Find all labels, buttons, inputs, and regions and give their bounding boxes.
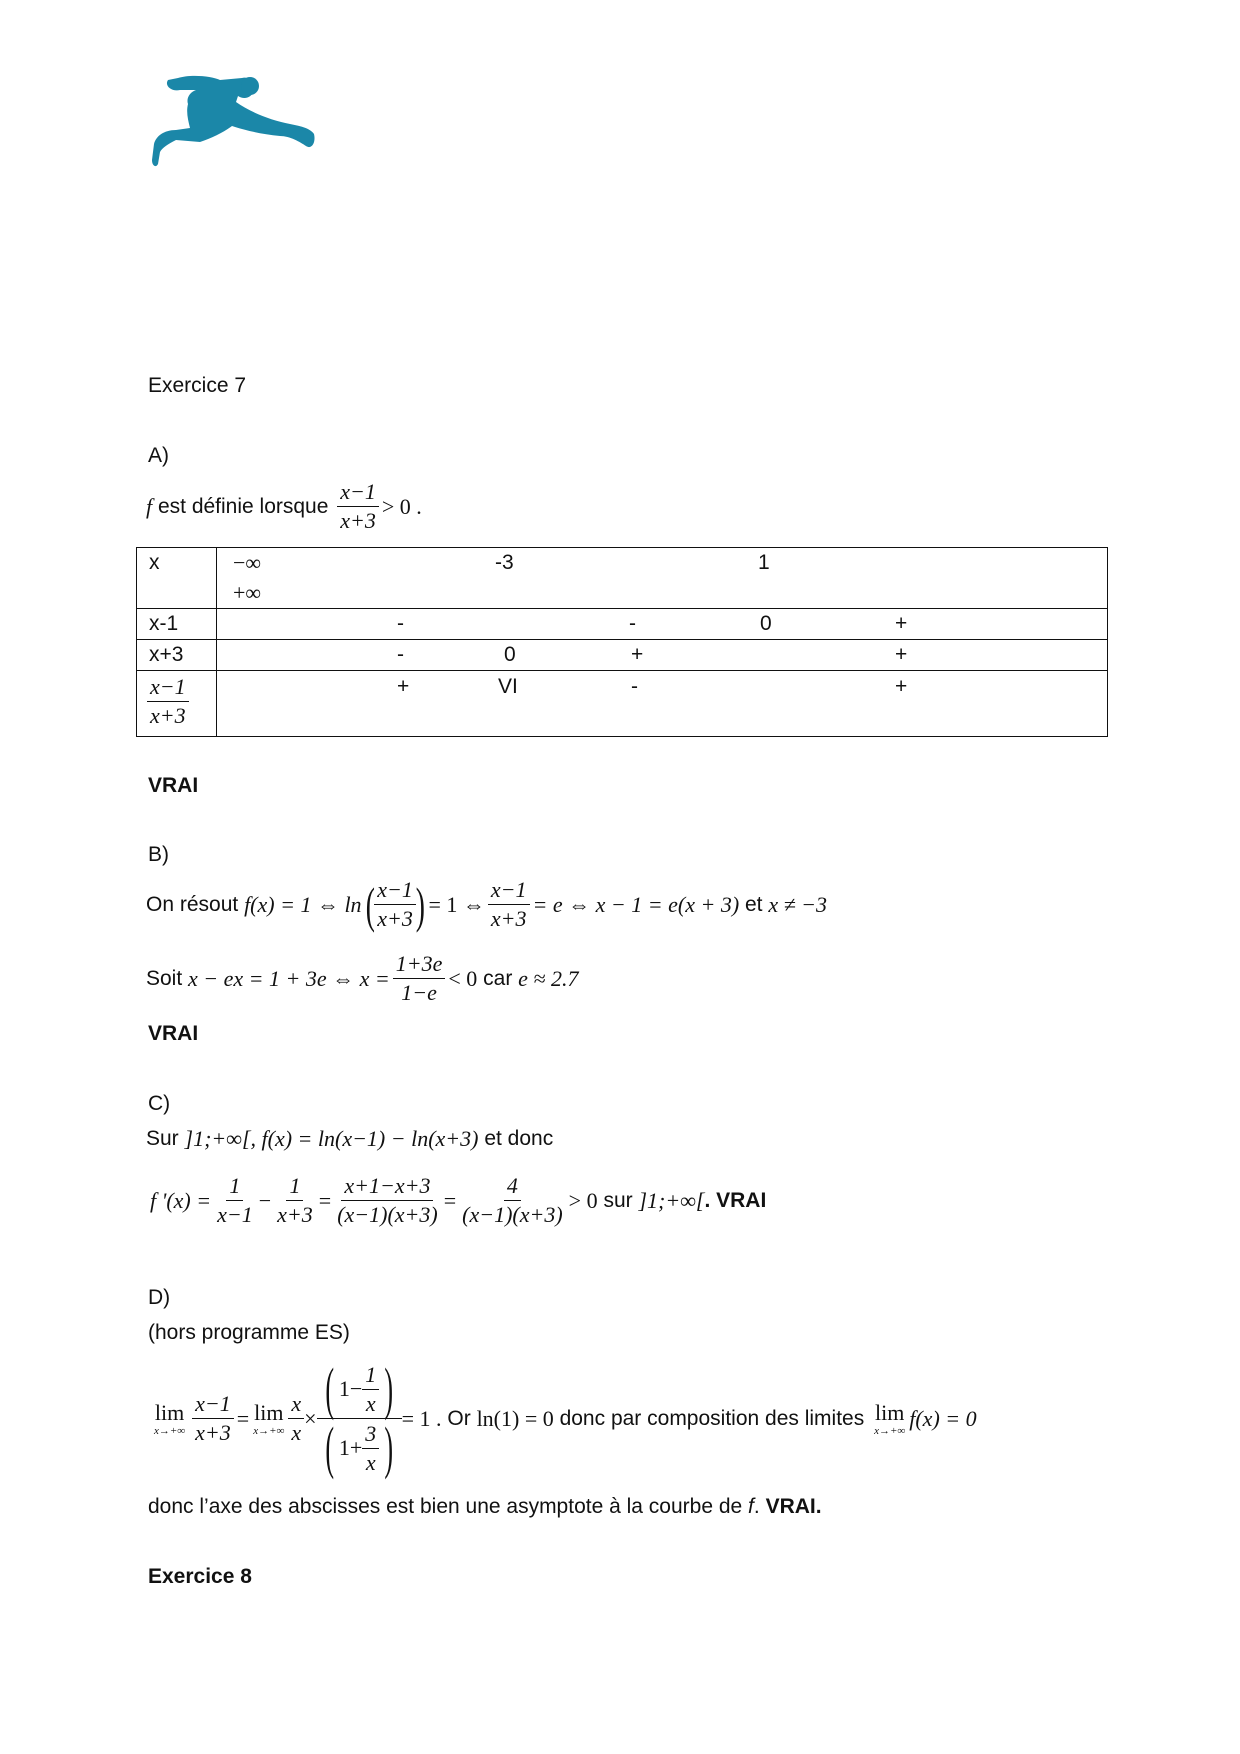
part-c-line2: f '(x) = $\frac{1}{x-1}$ − $\frac{1}{x+3}$ = $\frac{x+1-x+3}{(x-1)(x+3)}$ = $\frac{4}{(x-1)(x+3)}$ > 0 sur ]1;+∞[ . VRAI: [150, 1173, 767, 1227]
row-label: x-1: [149, 612, 179, 635]
sign-cell: -: [629, 612, 636, 635]
running-figure-logo: [150, 72, 320, 172]
part-d-label: D): [148, 1286, 171, 1309]
part-c-line1: Sur ]1;+∞[, f(x) = ln(x−1) − ln(x+3) et donc: [146, 1126, 554, 1151]
sign-cell: 0: [504, 643, 516, 666]
part-c-label: C): [148, 1092, 171, 1115]
part-b-line2: Soit x − ex = 1 + 3e ⇔ x = $\frac{1+3e}{1-e}$ < 0 car e ≈ 2.7: [146, 951, 579, 1005]
part-b-line1: On résout f(x) = 1 ⇔ ln ( x−1 x+3 ) = 1 ⇔ $\frac{x-1}{x+3}$ = e ⇔ x − 1 = e(x + 3) et x ≠ −3: [146, 876, 828, 933]
table-x-label: x: [149, 551, 160, 574]
part-d-line: lim x→+∞ $\frac{x-1}{x+3}$ = lim x→+∞ $\frac{x}{x}$ × ( 1− $\frac{1}{x}$ ) ( 1+ $\frac{3}{x}$ ) = 1 . Or ln(1) = 0 donc par composition des limites lim x→+∞ f(x) = 0: [154, 1356, 977, 1480]
sign-cell: VI: [498, 675, 518, 698]
sign-cell: +: [895, 643, 908, 666]
row-label-den: x+3: [150, 703, 186, 728]
next-exercise-title: Exercice 8: [148, 1565, 252, 1588]
part-d-conclusion: donc l’axe des abscisses est bien une asymptote à la courbe de f . VRAI.: [148, 1495, 822, 1518]
sign-cell: +: [397, 675, 410, 698]
sign-cell: 0: [760, 612, 772, 635]
part-a-condition: f est définie lorsque x−1 x+3 > 0 .: [146, 479, 422, 533]
part-a-verdict: VRAI: [148, 774, 199, 797]
row-label: x+3: [149, 643, 184, 666]
x-value: +∞: [233, 580, 262, 605]
sign-cell: +: [895, 675, 908, 698]
sign-cell: +: [631, 643, 644, 666]
part-a-label: A): [148, 444, 169, 467]
part-a-intro: est définie lorsque: [157, 494, 329, 518]
part-b-label: B): [148, 843, 169, 866]
sign-cell: -: [397, 643, 404, 666]
part-b-verdict: VRAI: [148, 1022, 199, 1045]
sign-cell: -: [397, 612, 404, 635]
part-d-note: (hors programme ES): [148, 1321, 350, 1344]
x-value: −∞: [233, 550, 262, 575]
exercise-title: Exercice 7: [148, 374, 247, 397]
row-label-num: x−1: [147, 673, 189, 702]
sign-table: [136, 547, 1108, 737]
sign-cell: -: [631, 675, 638, 698]
x-value: 1: [758, 551, 770, 574]
function-name: f: [146, 493, 153, 519]
x-value: -3: [495, 551, 514, 574]
sign-cell: +: [895, 612, 908, 635]
